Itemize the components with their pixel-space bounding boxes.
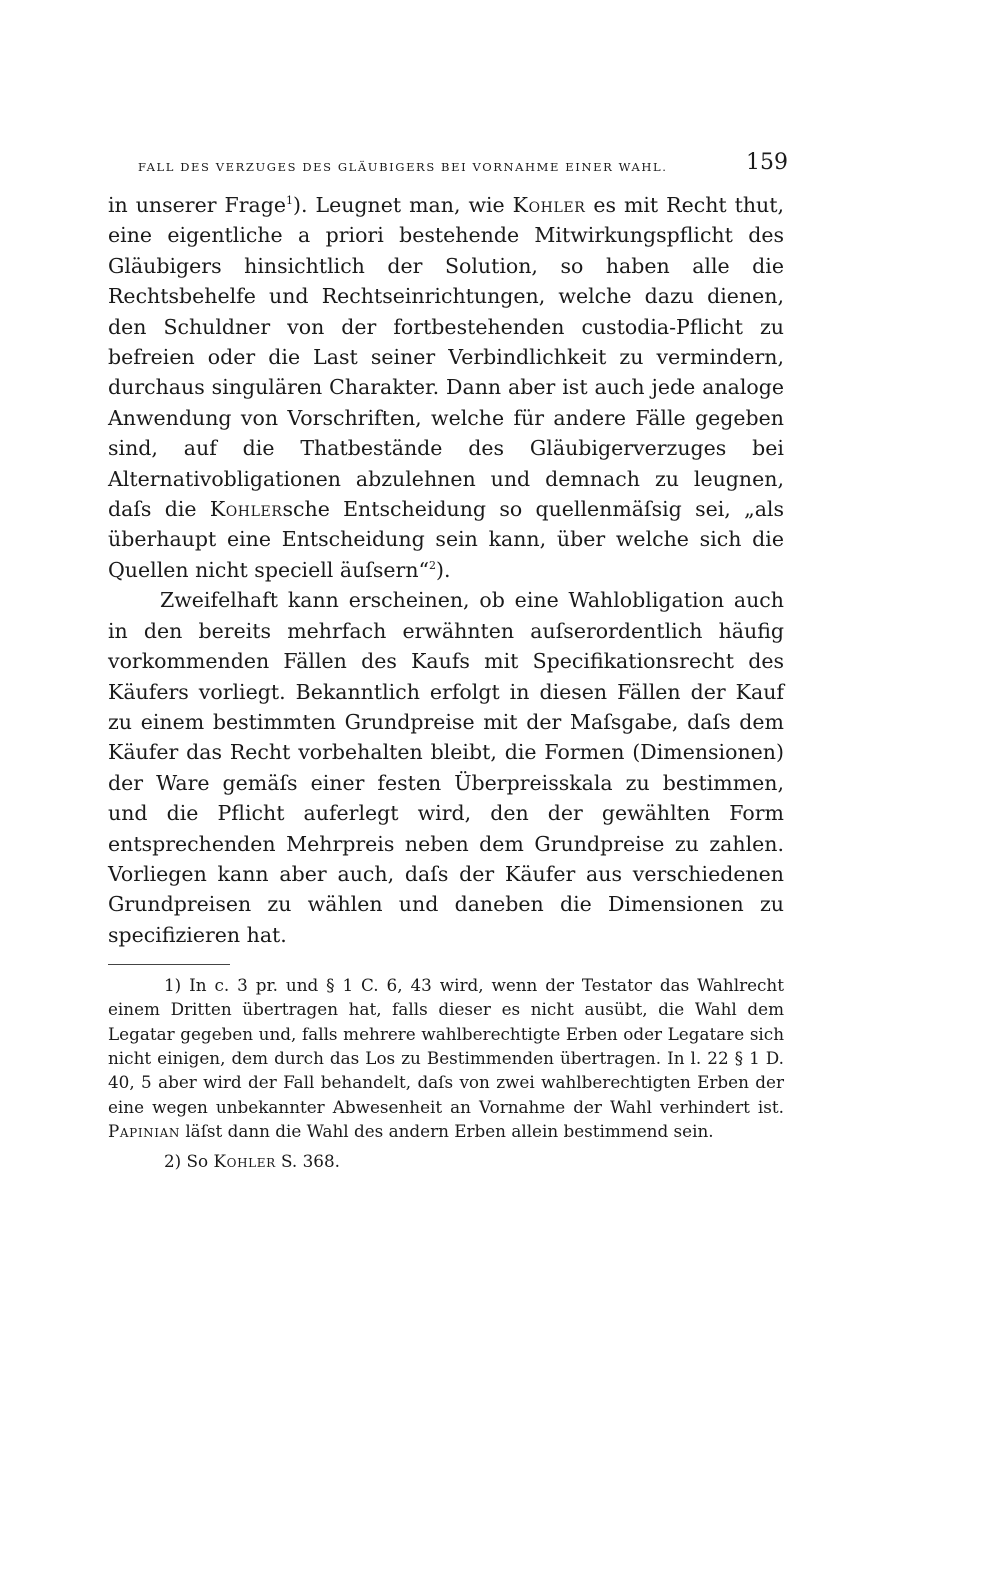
body-text: [108, 190, 784, 950]
footnote-ref-2: 2: [429, 559, 437, 573]
page-number: 159: [746, 150, 788, 175]
footnote-ref-1: 1: [286, 194, 293, 208]
footnotes: [108, 973, 784, 1173]
author-name: Papinian: [108, 1120, 180, 1141]
footnote-2: 2) So Kohler S. 368.: [164, 1151, 340, 1172]
author-name: Kohler: [213, 1151, 276, 1172]
author-name: Kohler: [209, 497, 283, 522]
running-head-title: FALL DES VERZUGES DES GLÄUBIGERS BEI VORNAHME EINER WAHL.: [138, 160, 668, 174]
book-page: [108, 150, 788, 1174]
footnote-1: 1) In c. 3 pr. und § 1 C. 6, 43 wird, wenn der Testator das Wahlrecht einem Dritten übertragen hat, falls dieser es nicht ausübt, die Wahl dem Legatar gegeben und, falls mehrere wahlberechtigte Erben oder Legatare sich nicht einigen, dem durch das Los zu Bestimmenden übertragen. In l. 22 § 1 D. 40, 5 aber wird der Fall behandelt, daſs von zwei wahlberechtigten Erben der eine wegen unbekannter Abwesenheit an Vornahme der Wahl verhindert ist. Papinian läſst dann die Wahl des andern Erben allein bestimmend sein.: [108, 975, 784, 1141]
author-name: Kohler: [512, 193, 586, 217]
running-head: [108, 150, 788, 190]
paragraph-1: in unserer Frage$^1$). Leugnet man, wie Kohler es mit Recht thut, eine eigentliche a priori bestehende Mitwirkungspflicht des Gläubigers hinsichtlich der Solution, so haben alle die Rechtsbehelfe und Rechtseinrichtungen, welche dazu dienen, den Schuldner von der fortbestehenden custodia-Pflicht zu befreien oder die Last seiner Verbindlichkeit zu vermindern, durchaus singulären Charakter. Dann aber ist auch jede analoge Anwendung von Vorschriften, welche für andere Fälle gegeben sind, auf die Thatbestände des Gläubigerverzuges bei Alternativobligationen abzulehnen und demnach zu leugnen, daſs die Kohlersche Entscheidung so quellenmäſsig sei, „als überhaupt eine Entscheidung sein kann, über welche sich die Quellen nicht speciell äuſsern“$^2$).: [108, 193, 785, 582]
paragraph-2: Zweifelhaft kann erscheinen, ob eine Wahlobligation auch in den bereits mehrfach erwähnten auſserordentlich häufig vorkommenden Fällen des Kaufs mit Specifikationsrecht des Käufers vorliegt. Bekanntlich erfolgt in diesen Fällen der Kauf zu einem bestimmten Grundpreise mit der Maſsgabe, daſs dem Käufer das Recht vorbehalten bleibt, die Formen (Dimensionen) der Ware gemäſs einer festen Überpreisskala zu bestimmen, und die Pflicht auferlegt wird, den der gewählten Form entsprechenden Mehrpreis neben dem Grundpreise zu zahlen. Vorliegen kann aber auch, daſs der Käufer aus verschiedenen Grundpreisen zu wählen und daneben die Dimensionen zu specifizieren hat.: [108, 588, 784, 947]
footnote-divider: [108, 964, 230, 965]
